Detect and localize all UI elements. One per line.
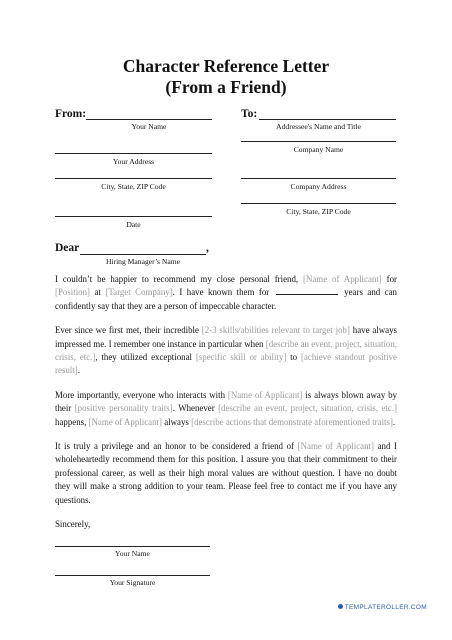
letter-body xyxy=(55,273,397,543)
title-line-2: (From a Friend) xyxy=(165,77,287,97)
placeholder-actions[interactable]: [describe actions that demonstrate aforementioned traits] xyxy=(191,416,393,427)
to-label: To: xyxy=(241,108,258,120)
paragraph-1: I couldn’t be happier to recommend my close personal friend, [Name of Applicant] for [Position] at [Target Company]. I have known them for years and can confidently say that they are a person of impeccable character. xyxy=(55,274,397,311)
placeholder-position[interactable]: [Position] xyxy=(55,287,91,298)
to-addressee-line[interactable] xyxy=(259,119,396,120)
placeholder-event[interactable]: [describe an event, project, situation, crisis, etc.] xyxy=(55,338,398,363)
signature-caption: Your Signature xyxy=(109,578,156,587)
placeholder-personality-traits[interactable]: [positive personality traits] xyxy=(74,403,173,414)
paragraph-4: It is truly a privilege and an honor to be considered a friend of [Name of Applicant] and I wholeheartedly recommend them for this position. I assure you that their commitment to their professional career, as well as their high moral values are without question. I have no doubt they will make a strong addition to your team. Please feel free to contact me if you have any questions. xyxy=(55,441,397,505)
to-addressee-caption: Addressee's Name and Title xyxy=(276,122,361,131)
closing-salutation: Sincerely, xyxy=(55,519,91,530)
closing-name-line[interactable] xyxy=(55,546,210,547)
placeholder-applicant-name[interactable]: [Name of Applicant] xyxy=(88,416,162,427)
from-name-caption: Your Name xyxy=(131,122,167,131)
dear-label: Dear xyxy=(55,242,80,254)
placeholder-applicant-name[interactable]: [Name of Applicant] xyxy=(302,274,382,284)
paragraph-3: More importantly, everyone who interacts with [Name of Applicant] is always blown away by their [positive personality traits]. Whenever [describe an event, project, situation, crisis, etc.] happens, [Name of Applicant] always [describe actions that demonstrate aforementioned traits]. xyxy=(55,389,398,427)
hiring-manager-caption: Hiring Manager’s Name xyxy=(105,257,181,266)
placeholder-skills[interactable]: [2-3 skills/abilities relevant to target job] xyxy=(201,325,350,336)
from-address-caption: Your Address xyxy=(112,157,155,166)
footer-text: TEMPLATEROLLER.COM xyxy=(344,604,427,611)
dear-comma: , xyxy=(206,242,209,254)
from-city-caption: City, State, ZIP Code xyxy=(101,182,166,191)
templateroller-logo-icon xyxy=(338,604,343,609)
to-company-address-line[interactable] xyxy=(241,178,396,179)
paragraph-2: Ever since we first met, their incredible [2-3 skills/abilities relevant to target job] have always impressed me. I remember one instance in particular when [describe an event, project, situation, crisis, etc.], they utilized exceptional [specific skill or ability] to [achieve standout positive result]. xyxy=(55,325,398,376)
title-line-1: Character Reference Letter xyxy=(122,56,330,76)
from-name-line[interactable] xyxy=(86,119,212,120)
from-label: From: xyxy=(55,108,87,120)
placeholder-result[interactable]: [achieve standout positive result] xyxy=(55,352,397,376)
to-company-line[interactable] xyxy=(241,141,396,142)
years-known-blank[interactable] xyxy=(276,287,338,295)
templateroller-footer[interactable] xyxy=(338,604,427,612)
hiring-manager-line[interactable] xyxy=(80,254,206,255)
placeholder-specific-skill[interactable]: [specific skill or ability] xyxy=(195,352,287,363)
placeholder-event[interactable]: [describe an event, project, situation, crisis, etc.] xyxy=(218,403,398,414)
to-company-caption: Company Name xyxy=(293,145,344,154)
from-date-caption: Date xyxy=(126,220,141,229)
from-city-line[interactable] xyxy=(55,178,212,179)
to-city-caption: City, State, ZIP Code xyxy=(286,207,351,216)
from-date-line[interactable] xyxy=(55,216,212,217)
document-title xyxy=(0,56,452,98)
placeholder-applicant-name[interactable]: [Name of Applicant] xyxy=(297,441,374,452)
to-city-line[interactable] xyxy=(241,203,396,204)
placeholder-target-company[interactable]: [Target Company] xyxy=(105,287,173,298)
signature-line[interactable] xyxy=(55,575,210,576)
from-address-line[interactable] xyxy=(55,153,212,154)
closing-name-caption: Your Name xyxy=(115,549,150,558)
placeholder-applicant-name[interactable]: [Name of Applicant] xyxy=(227,389,303,400)
to-company-address-caption: Company Address xyxy=(290,182,347,191)
